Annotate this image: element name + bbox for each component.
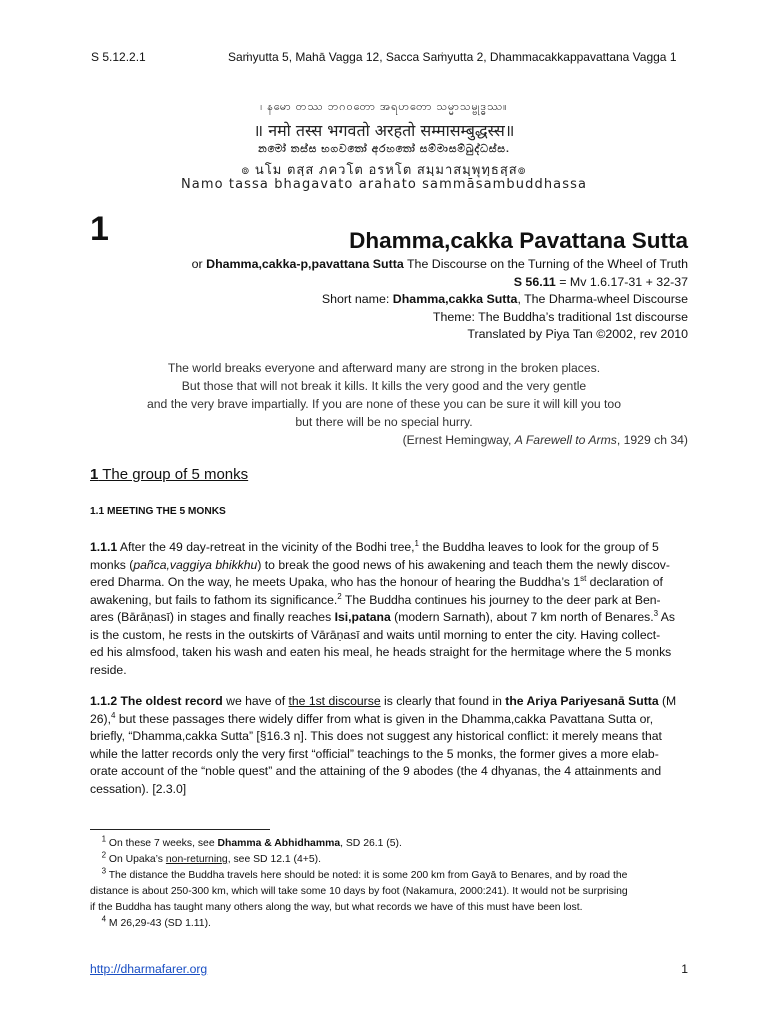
text-run: awakening, but fails to fathom its significance.	[90, 592, 338, 607]
footnotes	[90, 836, 690, 932]
reference-bold: S 56.11	[513, 274, 556, 289]
text-run: declaration of	[586, 575, 663, 589]
text-line: cessation). [2.3.0]	[90, 781, 187, 796]
text-run: the Buddha leaves to look for the group of 5	[418, 540, 659, 554]
footnote-ref[interactable]: 3	[653, 608, 659, 618]
alt-title-line	[68, 256, 688, 274]
footnote-divider	[90, 829, 270, 830]
underlined-term: the 1st discourse	[288, 694, 381, 708]
paragraph-1-1-2	[90, 693, 690, 798]
footnote	[90, 868, 690, 884]
short-name-line	[68, 291, 688, 309]
reference-rest: = Mv 1.6.17-31 + 32-37	[555, 274, 688, 289]
section-title: The group of 5 monks	[98, 466, 249, 483]
homage-sinhala: නමෝ තස්ස භගවතෝ අරහතෝ සම්මාසම්බුද්ධස්ස.	[258, 143, 510, 155]
text-line	[90, 574, 690, 592]
short-name-post: , The Dharma-wheel Discourse	[517, 292, 688, 306]
pali-term: pañca,vaggiya bhikkhu	[133, 557, 258, 572]
text-run: The distance the Buddha travels here should be noted: it is some 200 km from Gayā to Benares, and by road the	[106, 870, 628, 881]
text-run: As	[658, 610, 676, 624]
attribution-post: , 1929 ch 34)	[616, 433, 688, 447]
epigraph-line: and the very brave impartially. If you are none of these you can be sure it will kill you too	[147, 397, 621, 411]
footnote-number: 1	[101, 834, 107, 844]
epigraph-attribution	[80, 431, 688, 449]
alt-title-name: Dhamma,cakka-p,pavattana Sutta	[206, 257, 404, 271]
paragraph-number: 1.1.1	[90, 540, 118, 554]
text-run: On Upaka’s	[106, 854, 166, 865]
text-line: is the custom, he rests in the outskirts of Vārāṇasī and waits until morning to enter the city. Having collect-	[90, 627, 661, 642]
header-location: Saṁyutta 5, Mahā Vagga 12, Sacca Saṁyutta 2, Dhammacakkappavattana Vagga 1	[228, 50, 677, 64]
page-number: 1	[681, 962, 688, 976]
place-name: Isi,patana	[334, 610, 391, 624]
sutta-name: the Ariya Pariyesanā Sutta	[505, 694, 659, 708]
paragraph-1-1-1	[90, 539, 690, 679]
alt-title-post: The Discourse on the Turning of the Wheel of Truth	[403, 257, 688, 271]
reference-line	[68, 274, 688, 292]
epigraph-line: but there will be no special hurry.	[295, 415, 473, 429]
text-line	[90, 711, 690, 729]
sutta-metadata	[68, 256, 688, 344]
header-code: S 5.12.2.1	[91, 50, 146, 64]
footnote-ref[interactable]: 4	[111, 710, 116, 720]
epigraph-line: But those that will not break it kills. It kills the very good and the very gentle	[181, 379, 587, 393]
underlined-term: non-returning	[165, 854, 228, 865]
text-line	[90, 557, 690, 575]
ordinal-suffix: st	[580, 573, 587, 583]
text-line: orate account of the “noble quest” and the attaining of the 9 abodes (the 4 dhyanas, the 4 attainments and	[90, 764, 662, 778]
text-run: we have of	[222, 694, 289, 708]
text-line	[90, 539, 690, 557]
footnote	[90, 836, 690, 852]
subsection-heading: 1.1 MEETING THE 5 MONKS	[90, 506, 226, 517]
epigraph	[80, 359, 688, 449]
text-run: but these passages there widely differ from what is given in the Dhamma,cakka Pavattana Sutta or,	[115, 711, 654, 726]
short-name-pre: Short name:	[321, 292, 393, 306]
text-run: ares (Bārāṇasī) in stages and finally reaches	[90, 610, 335, 624]
text-line: briefly, “Dhamma,cakka Sutta” [§16.3 n]. This does not suggest any historical conflict: it merely means that	[90, 729, 662, 743]
text-run: M 26,29-43 (SD 1.11).	[106, 918, 211, 929]
theme-line: Theme: The Buddha’s traditional 1st discourse	[432, 309, 688, 324]
footnote-number: 3	[101, 866, 107, 876]
text-run: , SD 26.1 (5).	[340, 838, 402, 849]
text-run: (M	[658, 694, 677, 708]
text-run: 26),	[90, 711, 112, 726]
text-run: monks (	[90, 557, 134, 572]
text-run: Dhamma & Abhidhamma	[217, 838, 341, 849]
footnote-ref[interactable]: 2	[337, 591, 342, 601]
homage-burmese: ၊ နမော တဿ ဘဂဝတော အရဟတော သမ္မာသမ္ဗုဒ္ဓဿ။	[260, 101, 508, 113]
section-number: 1	[90, 466, 99, 483]
text-run: After the 49 day-retreat in the vicinity of the Bodhi tree,	[117, 540, 415, 554]
footnote-continuation: distance is about 250-300 km, which will take some 10 days by foot (Nakamura, 2000:241). It would not be surprising	[90, 886, 628, 897]
footnote-continuation: if the Buddha has taught many others along the way, but what records we have of this must have been lost.	[90, 902, 583, 913]
footnote-number: 4	[101, 914, 107, 924]
translator-line: Translated by Piya Tan ©2002, rev 2010	[467, 327, 688, 341]
alt-title-pre: or	[191, 257, 207, 271]
text-run: The Buddha continues his journey to the deer park at Ben-	[341, 592, 661, 607]
footnote	[90, 852, 690, 868]
paragraph-number: 1.1.2 The oldest record	[90, 694, 223, 708]
sutta-number: 1	[90, 210, 109, 248]
homage-devanagari: ॥ नमो तस्स भगवतो अरहतो सम्मासम्बुद्धस्स॥	[253, 121, 515, 140]
attribution-pre: (Ernest Hemingway,	[402, 433, 515, 447]
footnote-ref[interactable]: 1	[414, 538, 419, 548]
attribution-work: A Farewell to Arms	[514, 433, 617, 447]
text-run: ) to break the good news of his awakening and teach them the newly discov-	[257, 557, 670, 572]
text-line: while the latter records only the very first “official” teachings to the 5 monks, the former gives a more elab-	[90, 746, 659, 761]
text-run: , see SD 12.1 (4+5).	[227, 854, 321, 865]
text-run: ered Dharma. On the way, he meets Upaka, who has the honour of hearing the Buddha’s 1	[90, 575, 581, 589]
epigraph-line: The world breaks everyone and afterward many are strong in the broken places.	[167, 361, 601, 375]
text-line	[90, 609, 690, 627]
text-line	[90, 693, 690, 711]
text-run: (modern Sarnath), about 7 km north of Benares.	[390, 610, 654, 624]
homage-roman: Namo tassa bhagavato arahato sammāsambuddhassa	[180, 177, 588, 192]
text-line: ed his almsfood, taken his wash and eaten his meal, he heads straight for the hermitage where the 5 monks	[90, 645, 672, 659]
section-heading	[90, 466, 248, 483]
text-line	[90, 592, 690, 610]
text-line: reside.	[90, 662, 127, 677]
homage-thai: ๏ นโม ตสฺส ภควโต อรหโต สมฺมาสมฺพุทฺธสฺส๏	[241, 162, 527, 177]
text-run: is clearly that found in	[380, 694, 506, 708]
short-name: Dhamma,cakka Sutta	[392, 292, 518, 306]
text-run: On these 7 weeks, see	[106, 838, 218, 849]
footnote-number: 2	[101, 850, 107, 860]
sutta-title: Dhamma,cakka Pavattana Sutta	[349, 228, 688, 253]
website-link[interactable]: http://dharmafarer.org	[90, 962, 208, 976]
footnote	[90, 916, 690, 932]
